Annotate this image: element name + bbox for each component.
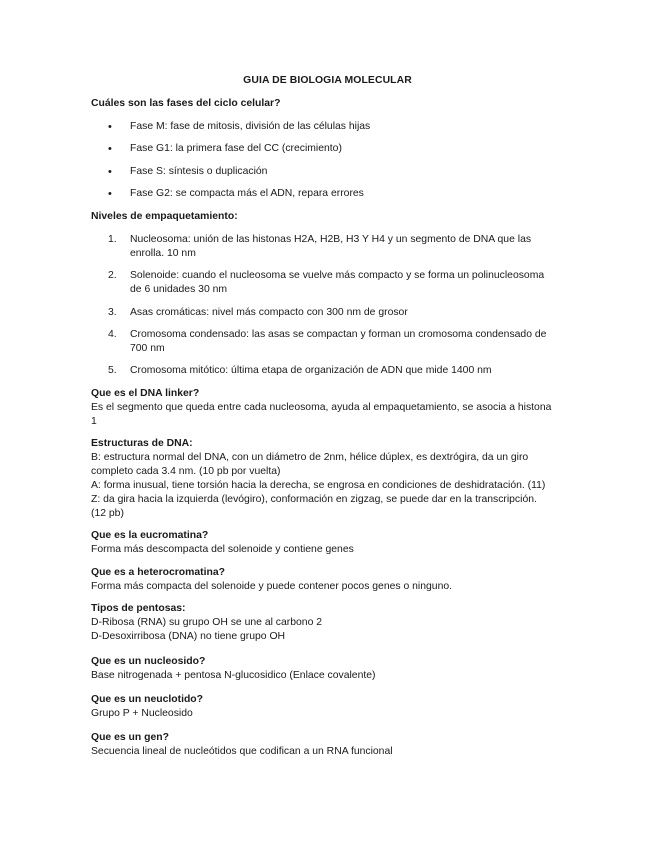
list-number: 4.: [108, 329, 117, 340]
question-gene: Que es un gen?: [91, 732, 169, 743]
answer-line: D-Desoxirribosa (DNA) no tiene grupo OH: [91, 631, 286, 642]
list-number: 1.: [108, 234, 117, 245]
answer-line: B: estructura normal del DNA, con un diámetro de 2nm, hélice dúplex, es dextrógira, da un giro: [91, 452, 529, 463]
bullet-dot-icon: •: [108, 188, 112, 200]
answer-line: completo cada 3.4 nm. (10 pb por vuelta): [91, 466, 281, 477]
question-nucleoside: Que es un nucleosido?: [91, 656, 206, 667]
question-euchromatin: Que es la eucromatina?: [91, 530, 209, 541]
question-dna-structures: Estructuras de DNA:: [91, 438, 193, 449]
list-item-line: Cromosoma condensado: las asas se compactan y forman un cromosoma condensado de: [130, 329, 547, 340]
list-number: 2.: [108, 270, 117, 281]
answer-line: Secuencia lineal de nucleótidos que codifican a un RNA funcional: [91, 746, 393, 757]
bullet-item: Fase S: síntesis o duplicación: [130, 166, 268, 177]
bullet-dot-icon: •: [108, 121, 112, 133]
list-item-line: de 6 unidades 30 nm: [130, 284, 228, 295]
question-dna-linker: Que es el DNA linker?: [91, 388, 200, 399]
answer-line: D-Ribosa (RNA) su grupo OH se une al carbono 2: [91, 617, 323, 628]
bullet-item: Fase G2: se compacta más el ADN, repara errores: [130, 188, 364, 199]
question-nucleotide: Que es un neuclotido?: [91, 694, 203, 705]
answer-line: Forma más descompacta del solenoide y contiene genes: [91, 544, 354, 555]
list-number: 5.: [108, 365, 117, 376]
answer-line: Forma más compacta del solenoide y puede contener pocos genes o ninguno.: [91, 581, 453, 592]
question-packaging-levels: Niveles de empaquetamiento:: [91, 211, 238, 222]
answer-line: 1: [91, 416, 97, 427]
bullet-item: Fase G1: la primera fase del CC (crecimiento): [130, 143, 342, 154]
list-item-line: enrolla. 10 nm: [130, 248, 196, 259]
answer-line: A: forma inusual, tiene torsión hacia la derecha, se engrosa en condiciones de deshidratación. (11): [91, 480, 546, 491]
list-item-line: Asas cromáticas: nivel más compacto con 300 nm de grosor: [130, 307, 408, 318]
question-heterochromatin: Que es a heterocromatina?: [91, 567, 225, 578]
list-item-line: Nucleosoma: unión de las histonas H2A, H2B, H3 Y H4 y un segmento de DNA que las: [130, 234, 532, 245]
answer-line: Base nitrogenada + pentosa N-glucosidico (Enlace covalente): [91, 670, 376, 681]
answer-line: Grupo P + Nucleosido: [91, 708, 193, 719]
question-pentoses: Tipos de pentosas:: [91, 603, 186, 614]
list-item-line: Cromosoma mitótico: última etapa de organización de ADN que mide 1400 nm: [130, 365, 492, 376]
answer-line: Z: da gira hacia la izquierda (levógiro), conformación en zigzag, se puede dar en la transcripción.: [91, 494, 537, 505]
answer-line: Es el segmento que queda entre cada nucleosoma, ayuda al empaquetamiento, se asocia a histona: [91, 402, 552, 413]
bullet-dot-icon: •: [108, 143, 112, 155]
list-item-line: Solenoide: cuando el nucleosoma se vuelve más compacto y se forma un polinucleosoma: [130, 270, 545, 281]
list-number: 3.: [108, 307, 117, 318]
bullet-item: Fase M: fase de mitosis, división de las células hijas: [130, 121, 371, 132]
answer-line: (12 pb): [91, 508, 124, 519]
list-item-line: 700 nm: [130, 343, 165, 354]
bullet-dot-icon: •: [108, 166, 112, 178]
question-cell-cycle: Cuáles son las fases del ciclo celular?: [91, 98, 281, 109]
document-title: GUIA DE BIOLOGIA MOLECULAR: [243, 75, 412, 86]
